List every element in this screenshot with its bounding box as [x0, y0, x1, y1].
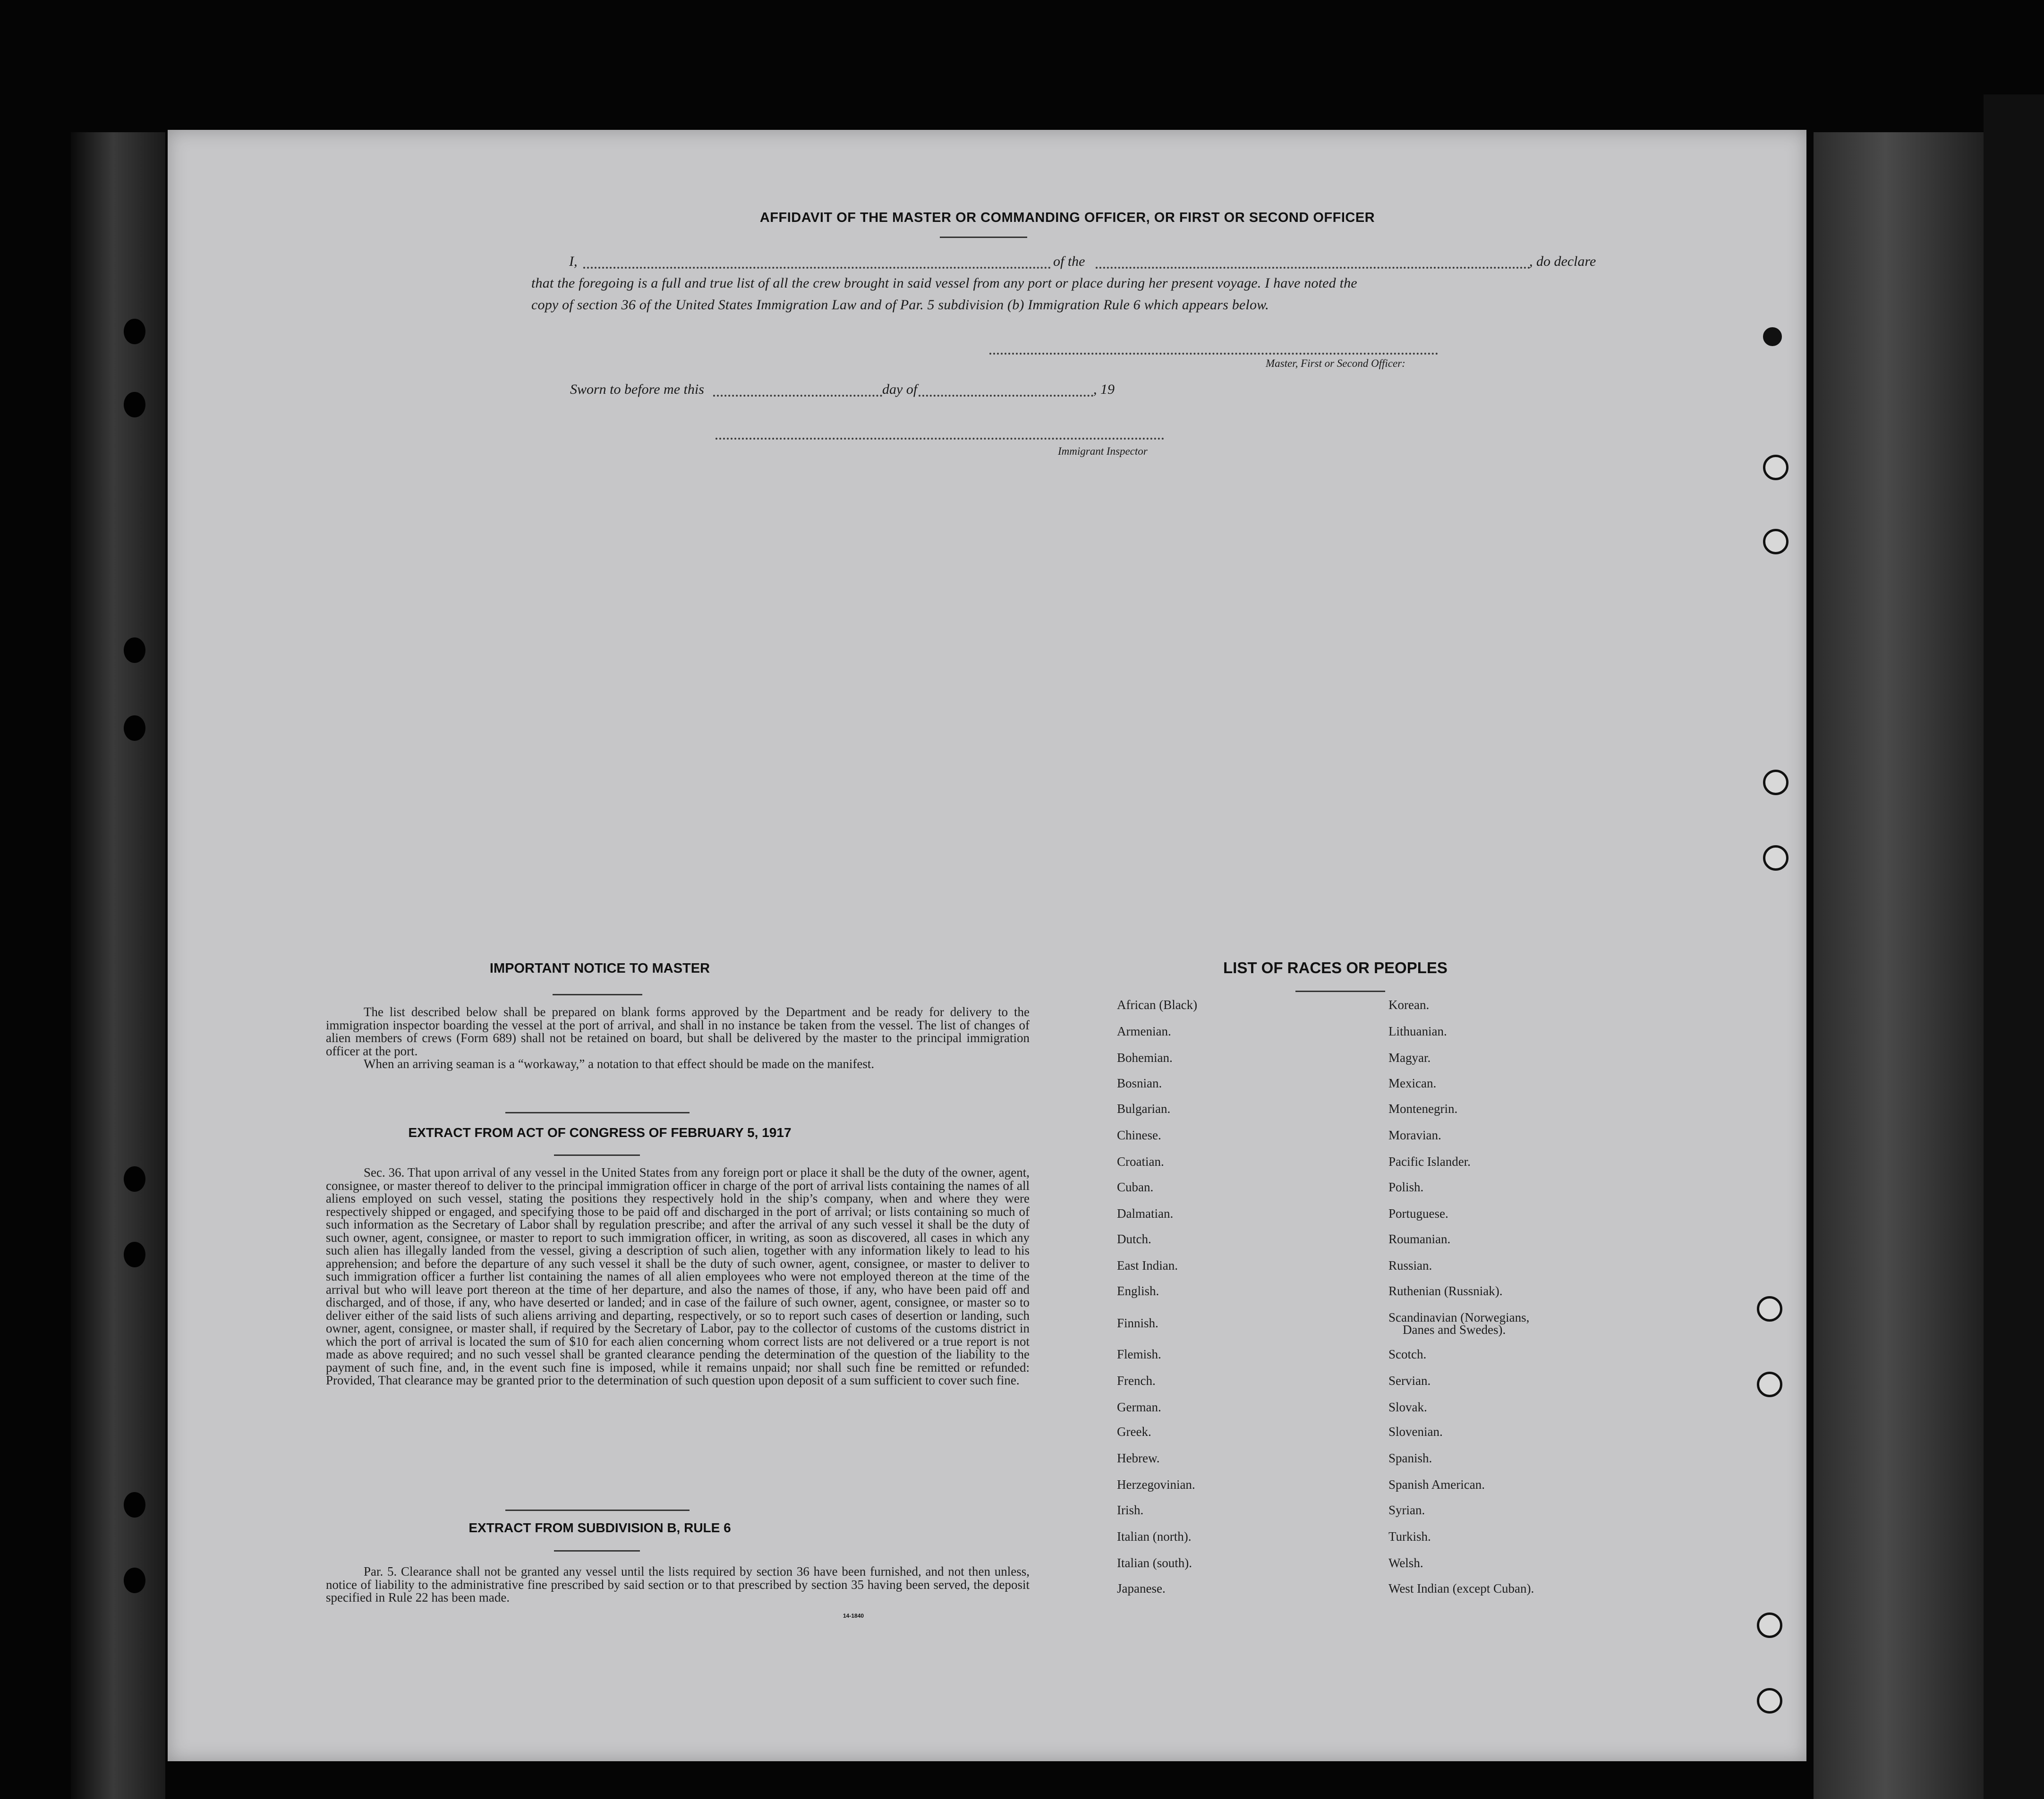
binder-ring	[1763, 845, 1788, 871]
act-extract-paragraph: Sec. 36. That upon arrival of any vessel in the United States from any foreign port or place it shall be the duty of the owner, agent, consignee, or master thereof to deliver to the principal immigration officer in charge of the port of arrival lists containing the names of all aliens employed on such vessel, stating the positions they respectively hold in the ship’s company, when and where they were respectively shipped or engaged, and specifying those to be paid off and discharged in the port of arrival; or lists containing so much of such information as the Secretary of Labor shall by regulation prescribe; and after the arrival of any such vessel it shall be the duty of such owner, agent, consignee, or master to report to such immigration officer, in writing, as soon as discovered, all cases in which any such alien has illegally landed from the vessel, giving a description of such alien, together with any information likely to lead to his apprehension; and before the departure of any such vessel it shall be the duty of such owner, agent, consignee, or master to deliver to such immigration officer a further list containing the names of all alien employees who were not employed thereon at the time of the arrival but who will leave port thereon at the time of her departure, and also the names of those, if any, who have been paid off and discharged, and of those, if any, who have deserted or landed; and in case of the failure of such owner, agent, consignee, or master so to deliver either of the said lists of such aliens arriving and departing, respectively, or so to report such cases of desertion or landing, such owner, agent, consignee, or master shall, if required by the Secretary of Labor, pay to the collector of customs of the customs district in which the port of arrival is located the sum of $10 for each alien concerning whom correct lists are not delivered or a true report is not made as above required; and no such vessel shall be granted clearance pending the determination of the question of the liability to the payment of such fine, and, in the event such fine is imposed, while it remains unpaid; nor shall such fine be remitted or refunded: Provided, That clearance may be granted prior to the determination of such question upon deposit of a sum sufficient to cover such fine.	[326, 1165, 1030, 1387]
sworn-start: Sworn to before me this	[570, 382, 704, 397]
race-item: Mexican.	[1388, 1076, 1437, 1090]
race-item: Finnish.	[1117, 1316, 1158, 1330]
vessel-name-field[interactable]	[1096, 267, 1530, 269]
race-item: Ruthenian (Russniak).	[1388, 1284, 1503, 1298]
race-item: Magyar.	[1388, 1051, 1431, 1065]
rule-extract-paragraph: Par. 5. Clearance shall not be granted any vessel until the lists required by section 36 have been furnished, and not then unless, notice of liability to the administrative fine prescribed by said section or to that prescribed by section 35 having been served, the deposit specified in Rule 22 has been made.	[326, 1564, 1030, 1604]
form-number: 14-1840	[843, 1612, 864, 1619]
race-item: Armenian.	[1117, 1024, 1171, 1038]
race-item: Danes and Swedes).	[1403, 1323, 1506, 1337]
race-item: Flemish.	[1117, 1347, 1161, 1361]
race-item: Hebrew.	[1117, 1451, 1160, 1465]
races-title-rule	[1295, 991, 1385, 992]
race-item: Dutch.	[1117, 1232, 1151, 1246]
declarant-name-field[interactable]	[583, 267, 1051, 269]
binder-ring	[1757, 1612, 1782, 1638]
binder-ring	[1763, 455, 1788, 480]
race-item: Spanish American.	[1388, 1477, 1485, 1492]
race-item: Slovenian.	[1388, 1425, 1443, 1439]
race-item: Spanish.	[1388, 1451, 1432, 1465]
rule-extract-rule	[554, 1550, 640, 1552]
binder-edge-right	[1814, 132, 1993, 1799]
race-item: Pacific Islander.	[1388, 1154, 1471, 1169]
race-item: Chinese.	[1117, 1128, 1161, 1142]
binder-hole	[124, 1166, 145, 1192]
document-page	[168, 130, 1806, 1761]
inspector-caption: Immigrant Inspector	[1058, 445, 1148, 457]
affidavit-line1-end: , do declare	[1529, 254, 1596, 269]
race-item: Lithuanian.	[1388, 1024, 1447, 1038]
sworn-day-field[interactable]	[713, 395, 882, 397]
race-item: Italian (south).	[1117, 1556, 1192, 1570]
race-item: Montenegrin.	[1388, 1102, 1458, 1116]
act-extract-title: EXTRACT FROM ACT OF CONGRESS OF FEBRUARY 5, 1917	[408, 1125, 792, 1140]
race-item: Greek.	[1117, 1425, 1151, 1439]
race-item: Welsh.	[1388, 1556, 1423, 1570]
race-item: French.	[1117, 1374, 1156, 1388]
affidavit-line2: that the foregoing is a full and true list of all the crew brought in said vessel from any port or place during her present voyage. I have noted the	[531, 275, 1357, 291]
races-title: LIST OF RACES OR PEOPLES	[1223, 959, 1448, 976]
notice-title-rule	[553, 994, 642, 995]
binder-hole	[124, 392, 145, 417]
binder-hole	[124, 1492, 145, 1518]
rule-extract-text	[326, 1565, 1030, 1604]
race-item: German.	[1117, 1400, 1161, 1414]
section-divider	[505, 1112, 690, 1113]
binder-hole	[124, 637, 145, 663]
race-item: Servian.	[1388, 1374, 1431, 1388]
race-item: African (Black)	[1117, 998, 1198, 1012]
binder-ring	[1757, 1688, 1782, 1714]
binder-hole	[124, 1568, 145, 1593]
race-item: West Indian (except Cuban).	[1388, 1581, 1534, 1595]
race-item: Korean.	[1388, 998, 1430, 1012]
race-item: Cuban.	[1117, 1180, 1154, 1194]
race-item: Moravian.	[1388, 1128, 1441, 1142]
race-item: Dalmatian.	[1117, 1206, 1174, 1221]
master-caption: Master, First or Second Officer:	[1266, 357, 1405, 369]
act-extract-rule	[554, 1154, 640, 1156]
race-item: Bohemian.	[1117, 1051, 1173, 1065]
sworn-day-of: day of	[882, 382, 918, 397]
rule-extract-title: EXTRACT FROM SUBDIVISION B, RULE 6	[468, 1520, 731, 1535]
binder-ring	[1763, 770, 1788, 795]
sworn-year: , 19	[1093, 382, 1115, 397]
binder-ring	[1757, 1296, 1782, 1322]
notice-paragraph: When an arriving seaman is a “workaway,” a notation to that effect should be made on the manifest.	[364, 1057, 875, 1071]
race-item: Turkish.	[1388, 1529, 1431, 1544]
scan-border-right	[1984, 94, 2044, 1799]
master-signature-field[interactable]	[989, 353, 1438, 355]
race-item: Syrian.	[1388, 1503, 1425, 1517]
race-item: Roumanian.	[1388, 1232, 1451, 1246]
affidavit-of-the: of the	[1053, 254, 1085, 269]
binder-ring	[1763, 327, 1782, 346]
race-item: Bulgarian.	[1117, 1102, 1171, 1116]
notice-paragraph: The list described below shall be prepared on blank forms approved by the Department and be ready for delivery to the immigration inspector boarding the vessel at the port of arrival, and shall in no instance be taken from the vessel. The list of changes of alien members of crews (Form 689) shall not be retained on board, but shall be delivered by the master to the principal immigration officer at the port.	[326, 1005, 1030, 1058]
race-item: Scandinavian (Norwegians,	[1388, 1310, 1530, 1324]
race-item: Russian.	[1388, 1258, 1432, 1273]
affidavit-line3: copy of section 36 of the United States Immigration Law and of Par. 5 subdivision (b) Immigration Rule 6 which appears below.	[531, 297, 1269, 313]
notice-title: IMPORTANT NOTICE TO MASTER	[489, 961, 710, 976]
race-item: Irish.	[1117, 1503, 1144, 1517]
notice-text	[326, 1006, 1030, 1071]
race-item: Slovak.	[1388, 1400, 1427, 1414]
race-item: Bosnian.	[1117, 1076, 1162, 1090]
binder-hole	[124, 715, 145, 741]
affidavit-line1-start: I,	[569, 254, 578, 269]
race-item: Herzegovinian.	[1117, 1477, 1195, 1492]
race-item: Scotch.	[1388, 1347, 1427, 1361]
race-item: Japanese.	[1117, 1581, 1166, 1595]
affidavit-title: AFFIDAVIT OF THE MASTER OR COMMANDING OFFICER, OR FIRST OR SECOND OFFICER	[759, 210, 1375, 225]
act-extract-text	[326, 1166, 1030, 1387]
inspector-signature-field[interactable]	[715, 438, 1164, 440]
race-item: Croatian.	[1117, 1154, 1164, 1169]
binder-ring	[1763, 529, 1788, 554]
sworn-month-field[interactable]	[919, 395, 1093, 397]
binder-hole	[124, 1242, 145, 1267]
affidavit-title-rule	[940, 237, 1027, 238]
race-item: Italian (north).	[1117, 1529, 1192, 1544]
race-item: Polish.	[1388, 1180, 1424, 1194]
race-item: Portuguese.	[1388, 1206, 1448, 1221]
section-divider	[505, 1510, 690, 1511]
binder-ring	[1757, 1372, 1782, 1397]
race-item: English.	[1117, 1284, 1159, 1298]
race-item: East Indian.	[1117, 1258, 1178, 1273]
binder-edge-left	[71, 132, 165, 1799]
binder-hole	[124, 319, 145, 344]
